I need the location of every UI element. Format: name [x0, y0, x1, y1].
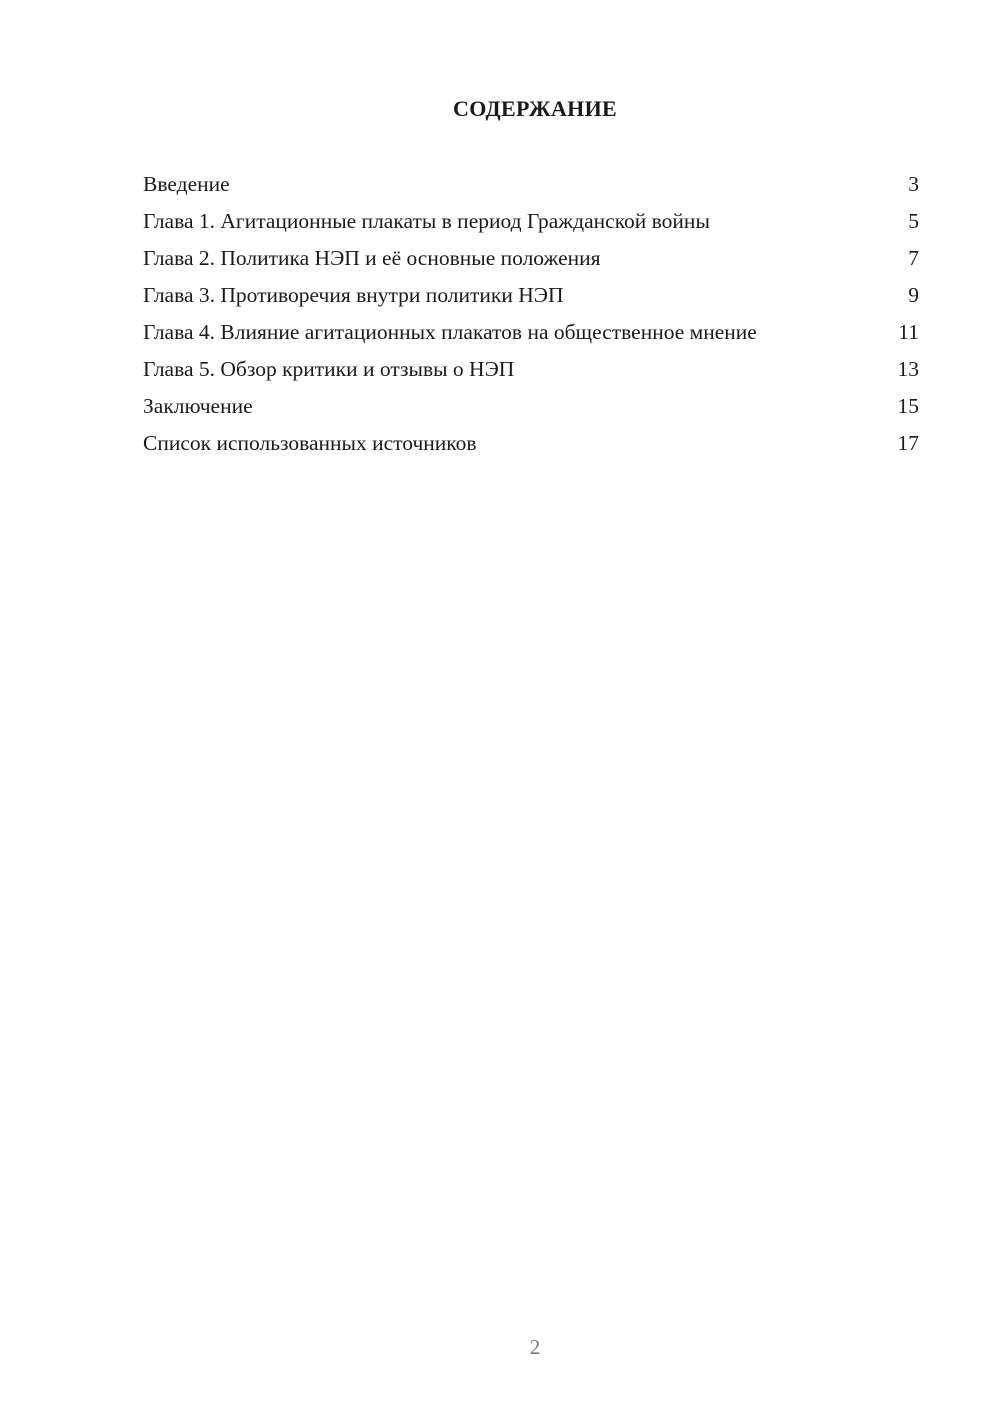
toc-entry-page: 3: [908, 172, 919, 196]
toc-entry-chapter-4: [143, 318, 919, 346]
toc-entry-chapter-1: [143, 207, 919, 235]
toc-entry-conclusion: [143, 392, 919, 420]
toc-entry-page: 11: [898, 320, 919, 344]
toc-entry-page: 15: [897, 394, 919, 418]
toc-entry-chapter-2: [143, 244, 919, 272]
toc-entry-label: Введение: [143, 172, 230, 196]
toc-entry-label: Глава 5. Обзор критики и отзывы о НЭП: [143, 357, 515, 381]
toc-entry-label: Заключение: [143, 394, 253, 418]
toc-entry-chapter-3: [143, 281, 919, 309]
toc-entry-page: 13: [897, 357, 919, 381]
toc-entry-page: 17: [897, 431, 919, 455]
toc-entry-label: Список использованных источников: [143, 431, 477, 455]
toc-entry-introduction: [143, 170, 919, 198]
toc-entry-label: Глава 4. Влияние агитационных плакатов на общественное мнение: [143, 320, 757, 344]
toc-entry-page: 9: [908, 283, 919, 307]
toc-entry-chapter-5: [143, 355, 919, 383]
toc-entry-label: Глава 3. Противоречия внутри политики НЭП: [143, 283, 564, 307]
toc-entry-label: Глава 1. Агитационные плакаты в период Гражданской войны: [143, 209, 710, 233]
toc-entry-references: [143, 429, 919, 457]
toc-entry-page: 7: [908, 246, 919, 270]
toc-entry-page: 5: [908, 209, 919, 233]
page-number: 2: [529, 1335, 541, 1359]
table-of-contents: [143, 170, 919, 466]
page-title: СОДЕРЖАНИЕ: [453, 96, 617, 121]
toc-entry-label: Глава 2. Политика НЭП и её основные положения: [143, 246, 601, 270]
